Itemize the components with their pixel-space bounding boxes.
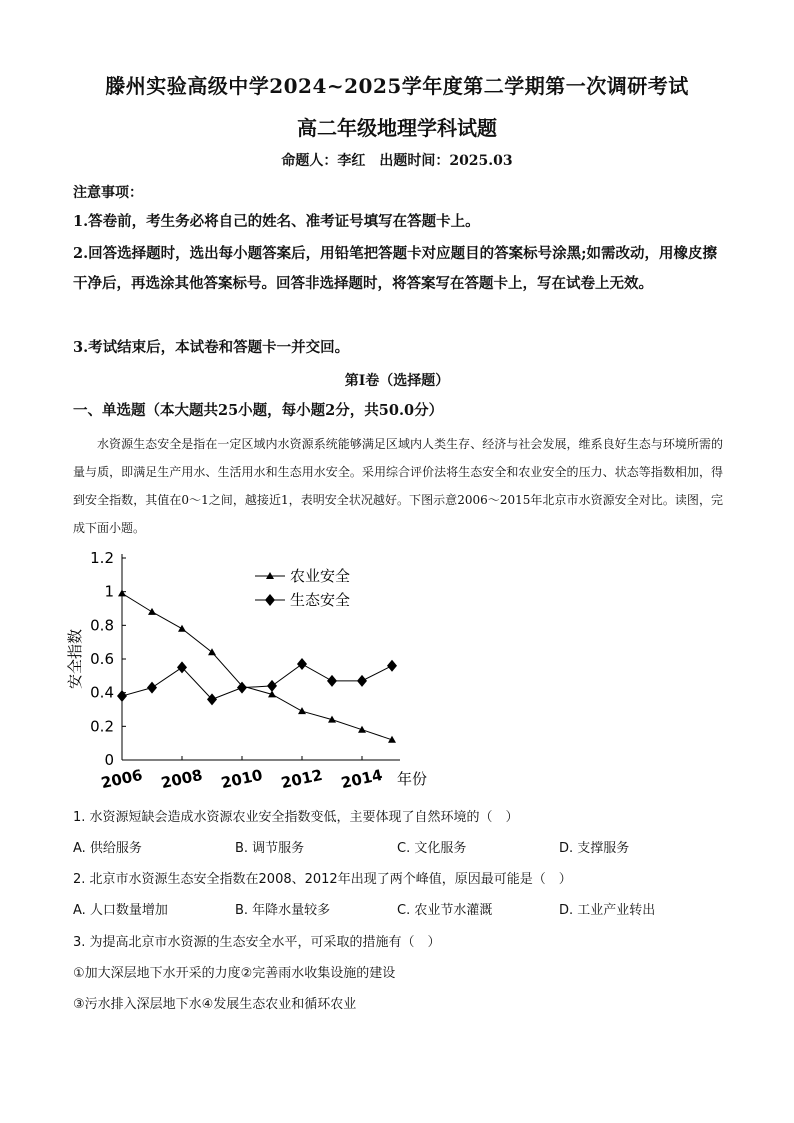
question-3-line-1: ①加大深层地下水开采的力度②完善雨水收集设施的建设 <box>73 966 396 981</box>
y-tick-label: 0.4 <box>90 683 114 702</box>
agri-point <box>298 707 306 714</box>
x-tick-label: 2012 <box>279 765 325 793</box>
q1-option-c[interactable]: C. 文化服务 <box>397 841 467 856</box>
chart-legend <box>255 567 350 609</box>
series-line-2 <box>122 664 392 699</box>
q2-option-c[interactable]: C. 农业节水灌溉 <box>397 903 493 918</box>
section-title: 一、单选题（本大题共25小题，每小题2分，共50.0分） <box>73 402 444 419</box>
eco-point <box>117 690 127 702</box>
agri-point <box>208 648 216 655</box>
water-safety-chart <box>60 548 428 798</box>
y-axis-label: 安全指数 <box>66 628 84 690</box>
question-3-line-2: ③污水排入深层地下水④发展生态农业和循环农业 <box>73 997 357 1012</box>
eco-point <box>147 682 157 694</box>
q1-option-b[interactable]: B. 调节服务 <box>235 841 305 856</box>
notice-item-1: 1.答卷前，考生务必将自己的姓名、准考证号填写在答题卡上。 <box>73 213 480 230</box>
eco-point <box>297 658 307 670</box>
exam-title: 滕州实验高级中学2024~2025学年度第二学期第一次调研考试 <box>105 74 689 98</box>
x-tick-label: 2010 <box>219 765 265 793</box>
q2-option-d[interactable]: D. 工业产业转出 <box>559 903 656 918</box>
x-tick-label: 2014 <box>339 765 385 793</box>
q1-option-a[interactable]: A. 供给服务 <box>73 841 142 856</box>
question-3-stem: 3. 为提高北京市水资源的生态安全水平，可采取的措施有（ ） <box>73 935 441 950</box>
agri-point <box>118 589 126 596</box>
agri-point <box>148 608 156 615</box>
eco-point <box>237 682 247 694</box>
legend-label: 生态安全 <box>290 591 351 609</box>
reading-passage: 水资源生态安全是指在一定区域内水资源系统能够满足区域内人类生存、经济与社会发展，维系良好生态与环境所需的量与质，即满足生产用水、生活用水和生态用水安全。采用综合评价法将生态安全和农业安全的压力、状态等指数相加，得到安全指数，其值在0～1之间，越接近1，表明安全状况越好。下图示意2006～2015年北京市水资源安全对比。读图，完成下面小题。 <box>73 437 723 535</box>
y-tick-label: 0.2 <box>90 717 114 736</box>
y-tick-label: 1.2 <box>90 549 114 567</box>
legend-marker-diamond <box>265 594 275 606</box>
eco-point <box>387 660 397 672</box>
question-1-options <box>73 837 723 857</box>
q2-option-b[interactable]: B. 年降水量较多 <box>235 903 331 918</box>
q1-option-d[interactable]: D. 支撑服务 <box>559 841 630 856</box>
notice-heading: 注意事项： <box>73 185 143 201</box>
y-tick-label: 0.6 <box>90 650 114 668</box>
exam-subtitle: 高二年级地理学科试题 <box>297 116 497 140</box>
y-tick-label: 0 <box>104 751 114 769</box>
eco-point <box>267 680 277 692</box>
eco-point <box>327 675 337 687</box>
part-title: 第Ⅰ卷（选择题） <box>344 373 450 389</box>
agri-point <box>178 625 186 632</box>
x-tick-label: 2008 <box>159 765 205 793</box>
eco-point <box>357 675 367 687</box>
notice-item-2: 2.回答选择题时，选出每小题答案后，用铅笔把答题卡对应题目的答案标号涂黑;如需改动，用橡皮擦干净后，再选涂其他答案标号。回答非选择题时，将答案写在答题卡上，写在试卷上无效。 <box>73 245 717 292</box>
y-tick-label: 0.8 <box>90 616 114 635</box>
question-2-options <box>73 899 723 919</box>
series-line-1 <box>122 593 392 739</box>
notice-item-3: 3.考试结束后，本试卷和答题卡一并交回。 <box>73 339 350 356</box>
question-1-stem: 1. 水资源短缺会造成水资源农业安全指数变低，主要体现了自然环境的（ ） <box>73 810 519 825</box>
x-axis-label: 年份 <box>396 770 428 788</box>
chart-series-layer <box>117 589 397 742</box>
legend-label: 农业安全 <box>290 567 351 585</box>
x-tick-label: 2006 <box>99 765 145 793</box>
question-2-stem: 2. 北京市水资源生态安全指数在2008、2012年出现了两个峰值，原因最可能是（ ） <box>73 872 572 887</box>
q2-option-a[interactable]: A. 人口数量增加 <box>73 903 168 918</box>
author-line: 命题人：李红 出题时间：2025.03 <box>281 153 513 169</box>
chart-axes <box>66 549 427 792</box>
y-tick-label: 1 <box>104 582 114 601</box>
